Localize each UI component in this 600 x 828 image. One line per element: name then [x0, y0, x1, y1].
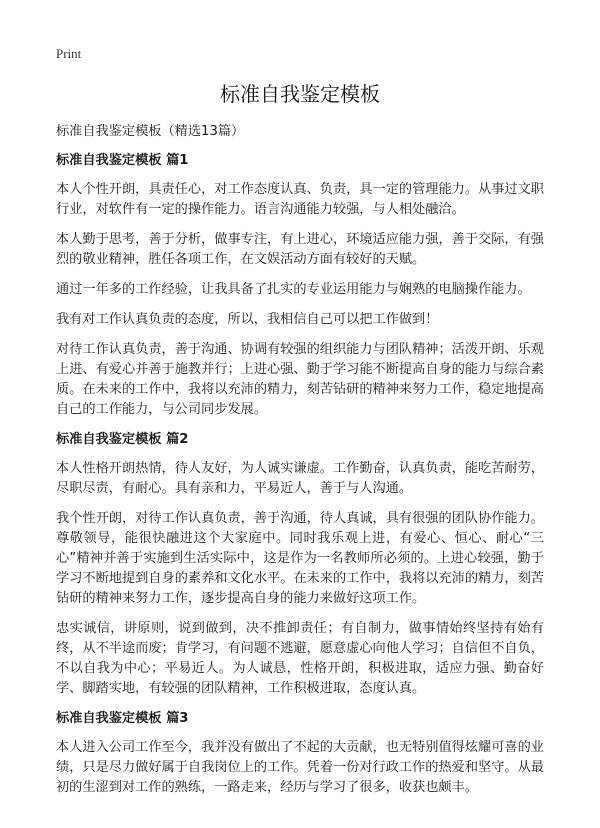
section-1-paragraph-4: 我有对工作认真负责的态度，所以，我相信自己可以把工作做到！	[56, 312, 439, 327]
section-2-paragraph-1: 本人性格开朗热情，待人友好，为人诚实谦虚。工作勤奋，认真负责，能吃苦耐劳，尽职尽责，有耐心。具有亲和力，平易近人，善于与人沟通。	[56, 461, 544, 496]
section-heading-1: 标准自我鉴定模板 篇1	[56, 153, 189, 168]
section-1-paragraph-5: 对待工作认真负责，善于沟通、协调有较强的组织能力与团队精神；活泼开朗、乐观上进、有爱心并善于施教并行；上进心强、勤于学习能不断提高自身的能力与综合素质。在未来的工作中，我将以充沛的精力，刻苦钻研的精神来努力工作，稳定地提高自己的工作能力，与公司同步发展。	[56, 342, 544, 417]
document-title: 标准自我鉴定模板	[220, 82, 380, 106]
document-subtitle: 标准自我鉴定模板（精选13篇）	[56, 124, 245, 139]
section-1-paragraph-1: 本人个性开朗，具责任心，对工作态度认真、负责，具一定的管理能力。从事过文职行业，对软件有一定的操作能力。语言沟通能力较强，与人相处融洽。	[56, 182, 544, 217]
section-2-paragraph-2: 我个性开朗，对待工作认真负责，善于沟通，待人真诚，具有很强的团队协作能力。尊敬领导，能很快融进这个大家庭中。同时我乐观上进，有爱心、恒心、耐心“三心”精神并善于实施到生活实际中，这是作为一名教师所必须的。上进心较强，勤于学习不断地提到自身的素养和文化水平。在未来的工作中，我将以充沛的精力，刻苦钻研的精神来努力工作，逐步提高自身的能力来做好这项工作。	[56, 511, 544, 606]
section-1-paragraph-2: 本人勤于思考，善于分析，做事专注，有上进心，环境适应能力强，善于交际，有强烈的敬业精神，胜任各项工作，在文娱活动方面有较好的天赋。	[56, 232, 544, 267]
section-heading-3: 标准自我鉴定模板 篇3	[56, 711, 189, 726]
section-1-paragraph-3: 通过一年多的工作经验，让我具备了扎实的专业运用能力与娴熟的电脑操作能力。	[56, 282, 531, 297]
section-2-paragraph-3: 忠实诚信，讲原则，说到做到，决不推卸责任；有自制力，做事情始终坚持有始有终，从不半途而废；肯学习，有问题不逃避，愿意虚心向他人学习；自信但不自负，不以自我为中心；平易近人。为人诚恳，性格开朗，积极进取，适应力强、勤奋好学、脚踏实地，有较强的团队精神，工作积极进取，态度认真。	[56, 621, 544, 696]
section-3-paragraph-1: 本人进入公司工作至今，我并没有做出了不起的大贡献，也无特别值得炫耀可喜的业绩，只是尽力做好属于自我岗位上的工作。凭着一份对行政工作的热爱和坚守。从最初的生涩到对工作的熟练，一路走来，经历与学习了很多，收获也颇丰。	[56, 740, 544, 795]
print-label: Print	[56, 46, 82, 61]
document-body	[56, 122, 544, 808]
section-heading-2: 标准自我鉴定模板 篇2	[56, 432, 189, 447]
